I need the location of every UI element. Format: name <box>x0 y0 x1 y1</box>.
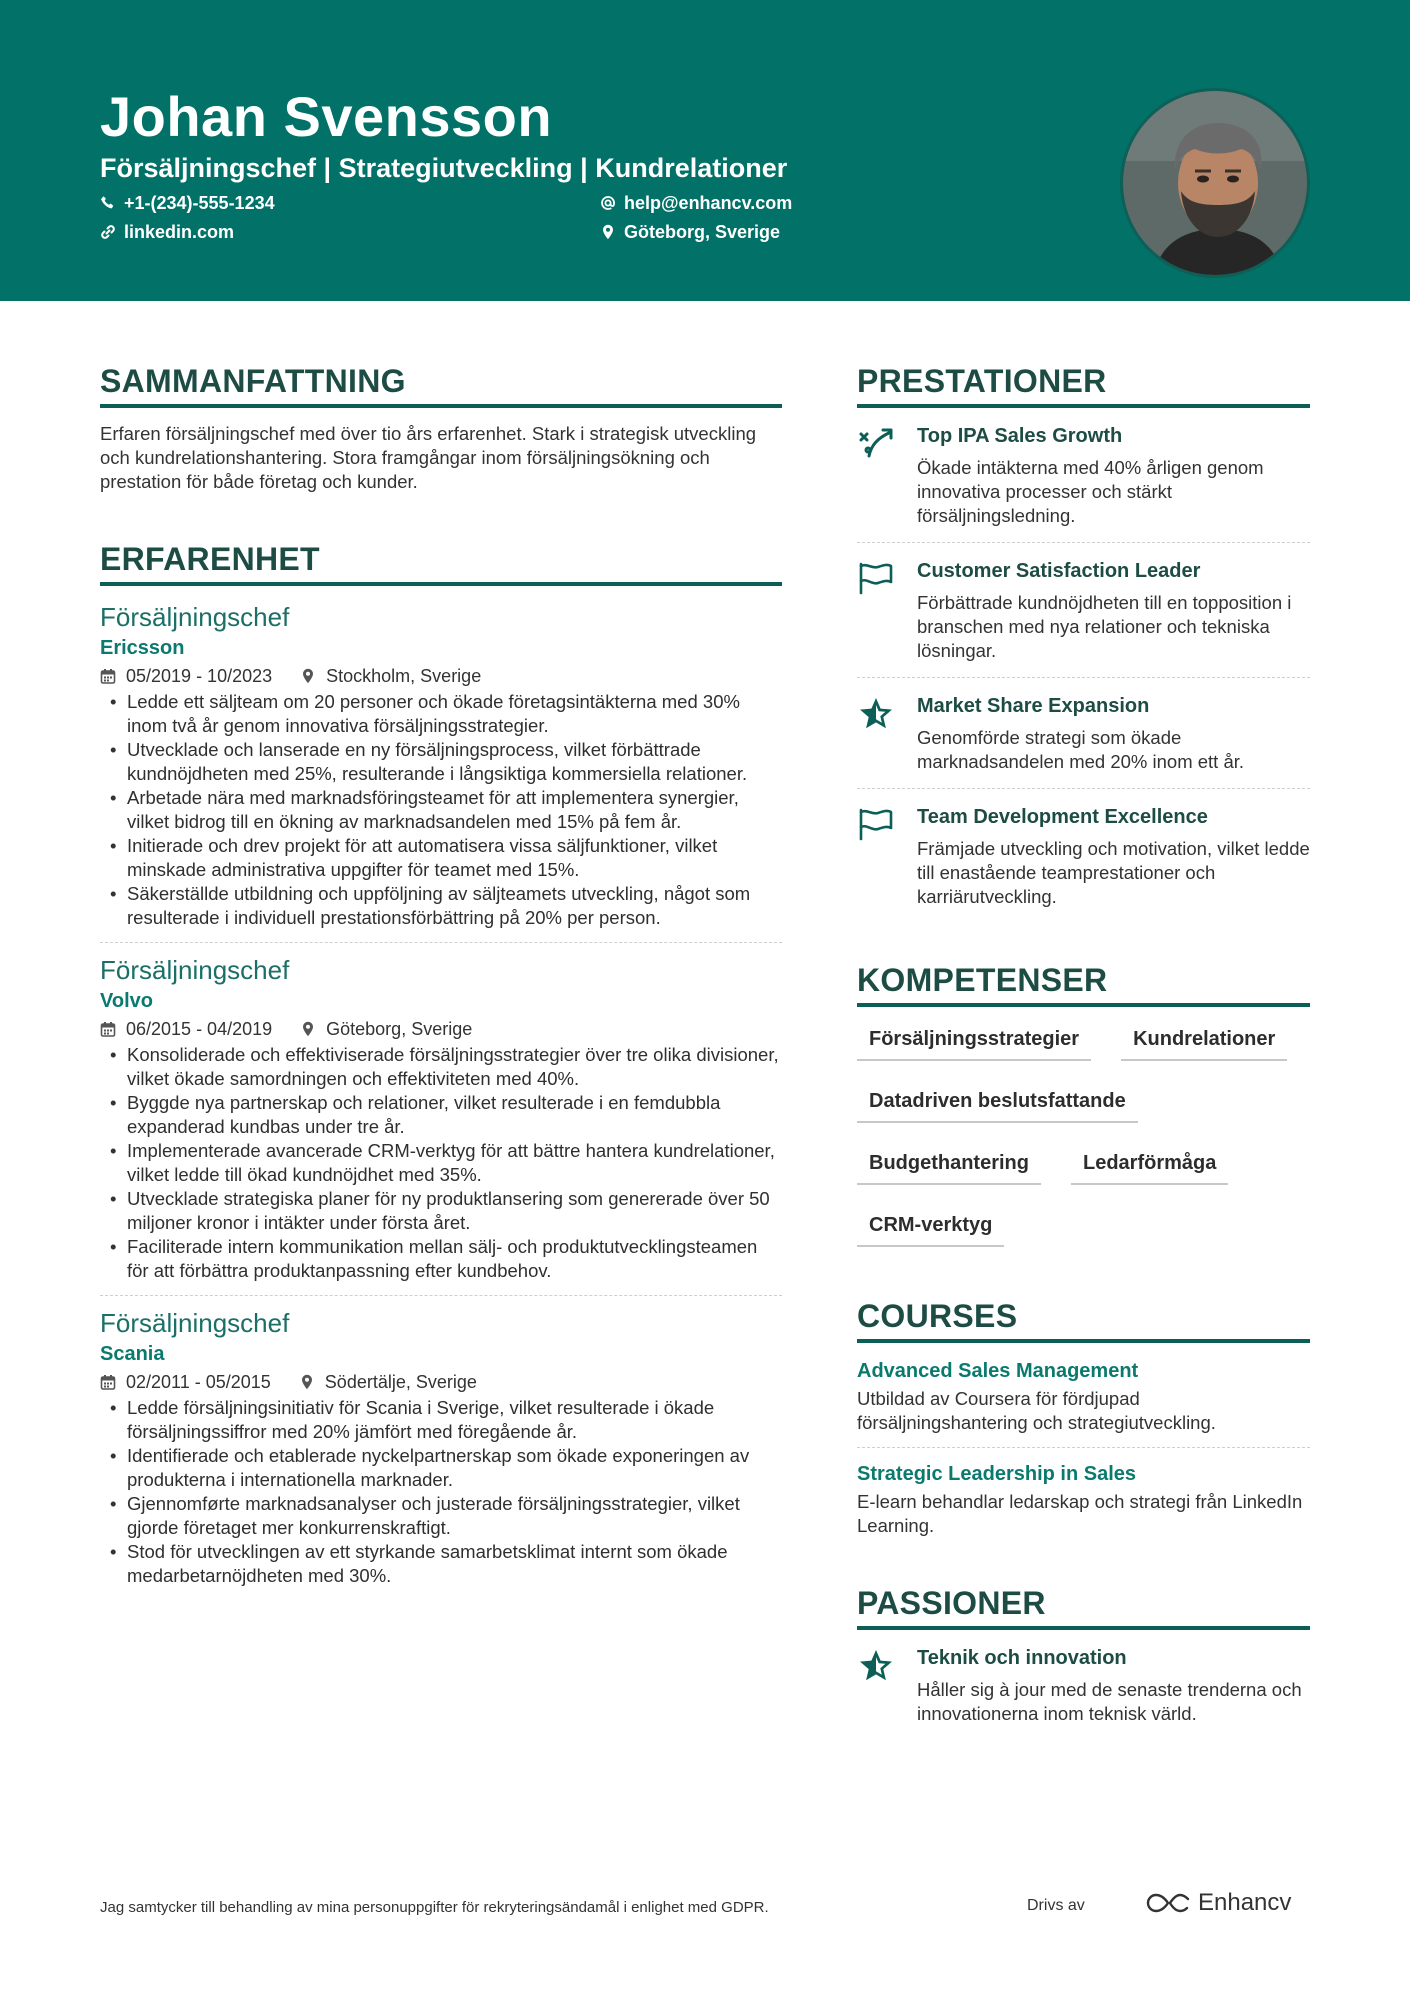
job-location-text: Göteborg, Sverige <box>326 1019 473 1039</box>
job-meta <box>100 664 782 688</box>
divider <box>857 788 1310 789</box>
job-bullet: • Säkerställde utbildning och uppföljning av säljteamets utveckling, något som resulterade i individuell prestationsförbättring på 20% per person. <box>100 882 782 930</box>
courses-heading: COURSES <box>857 1295 1310 1343</box>
phone-text: +1-(234)-555-1234 <box>124 193 275 213</box>
job-dates-text: 06/2015 - 04/2019 <box>126 1019 273 1039</box>
calendar-icon <box>100 668 116 684</box>
location-pin-icon <box>300 1021 316 1037</box>
course-title: Strategic Leadership in Sales <box>857 1463 1136 1485</box>
job-location <box>299 1370 477 1394</box>
divider <box>857 1447 1310 1448</box>
divider <box>857 542 1310 543</box>
contact-phone[interactable] <box>100 191 275 215</box>
star-icon <box>857 696 895 730</box>
achievement-desc: Förbättrade kundnöjdheten till en topposition i branschen med nya relationer och tekniska lösningar. <box>917 592 1292 661</box>
job-company: Volvo <box>100 990 153 1012</box>
job-bullet: • Stod för utvecklingen av ett styrkande samarbetsklimat internt som ökade medarbetarnöjdheten med 30%. <box>100 1540 782 1588</box>
job-bullet: • Ledde ett säljteam om 20 personer och ökade företagsintäkterna med 30% inom två år genom innovativa försäljningsstrategier. <box>100 690 782 738</box>
job-company: Ericsson <box>100 637 185 659</box>
passion-icon-wrap <box>857 1644 917 1726</box>
achievement-item <box>857 803 1310 921</box>
job-entry <box>100 953 782 1283</box>
passion-title: Teknik och innovation <box>917 1647 1127 1669</box>
achievement-item <box>857 692 1310 786</box>
job-bullet: • Utvecklade och lanserade en ny försäljningsprocess, vilket förbättrade kundnöjdheten med 25%, resulterande i långsiktiga kommersiella relationer. <box>100 738 782 786</box>
resume-header <box>0 0 1410 301</box>
job-bullet: • Arbetade nära med marknadsföringsteamet för att implementera synergier, vilket bidrog till en ökning av marknadsandelen med 15% på fem år. <box>100 786 782 834</box>
job-meta <box>100 1370 782 1394</box>
job-dates-text: 02/2011 - 05/2015 <box>126 1372 271 1392</box>
flag-icon <box>857 561 895 595</box>
job-bullet: • Byggde nya partnerskap och relationer, vilket resulterade i en femdubbla expanderad kundbas under tre år. <box>100 1091 782 1139</box>
achievement-title: Customer Satisfaction Leader <box>917 560 1201 582</box>
passion-item <box>857 1644 1310 1738</box>
achievement-desc: Genomförde strategi som ökade marknadsandelen med 20% inom ett år. <box>917 727 1245 772</box>
job-bullets <box>100 1396 782 1588</box>
skill-tag: Ledarförmåga <box>1071 1149 1228 1185</box>
achievement-item <box>857 557 1310 675</box>
achievement-icon-wrap <box>857 803 917 909</box>
link-icon <box>100 224 116 240</box>
job-bullet: • Gjennomførte marknadsanalyser och justerade försäljningsstrategier, vilket gjorde företaget mer konkurrenskraftigt. <box>100 1492 782 1540</box>
achievement-title: Market Share Expansion <box>917 695 1150 717</box>
skill-tag: Försäljningsstrategier <box>857 1025 1091 1061</box>
location-pin-icon <box>300 668 316 684</box>
summary-text: Erfaren försäljningschef med över tio års erfarenhet. Stark i strategisk utveckling och kundrelationshantering. Stora framgångar inom försäljningsökning och prestation för både företag och kunder. <box>100 423 757 492</box>
job-bullets <box>100 1043 782 1283</box>
achievement-title: Top IPA Sales Growth <box>917 425 1123 447</box>
candidate-title: Försäljningschef | Strategiutveckling | Kundrelationer <box>100 153 788 183</box>
job-bullets <box>100 690 782 930</box>
skills-list <box>857 1025 1310 1273</box>
avatar <box>1120 88 1310 278</box>
job-bullet: • Identifierade och etablerade nyckelpartnerskap som ökade exponeringen av produkterna i internationella marknader. <box>100 1444 782 1492</box>
star-icon <box>857 1648 895 1682</box>
job-meta <box>100 1017 782 1041</box>
job-dates <box>100 1370 271 1394</box>
divider <box>100 942 782 943</box>
achievement-desc: Främjade utveckling och motivation, vilket ledde till enastående teamprestationer och karriärutveckling. <box>917 838 1310 907</box>
location-pin-icon <box>600 224 616 240</box>
location-text: Göteborg, Sverige <box>624 222 781 242</box>
powered-by: Drivs av <box>1027 1897 1085 1914</box>
job-location <box>300 664 481 688</box>
job-entry <box>100 1306 782 1588</box>
course-desc: Utbildad av Coursera för fördjupad försäljningshantering och strategiutveckling. <box>857 1388 1216 1433</box>
passion-desc: Håller sig à jour med de senaste trenderna och innovationerna inom teknisk värld. <box>917 1679 1302 1724</box>
divider <box>100 1295 782 1296</box>
achievement-icon-wrap <box>857 692 917 774</box>
course-title: Advanced Sales Management <box>857 1360 1139 1382</box>
enhancv-logo-icon <box>1146 1891 1192 1915</box>
phone-icon <box>100 195 116 211</box>
profile-photo <box>1123 91 1310 278</box>
skill-tag: Budgethantering <box>857 1149 1041 1185</box>
calendar-icon <box>100 1374 116 1390</box>
linkedin-text: linkedin.com <box>124 222 235 242</box>
gdpr-consent: Jag samtycker till behandling av mina personuppgifter för rekryteringsändamål i enlighet med GDPR. <box>100 1899 769 1916</box>
job-location-text: Södertälje, Sverige <box>324 1372 477 1392</box>
job-entry <box>100 600 782 930</box>
job-bullet: • Konsoliderade och effektiviserade försäljningsstrategier över tre olika divisioner, vilket ökade samordningen och effektiviteten med 40%. <box>100 1043 782 1091</box>
course-desc: E-learn behandlar ledarskap och strategi från LinkedIn Learning. <box>857 1491 1303 1536</box>
job-dates-text: 05/2019 - 10/2023 <box>126 666 273 686</box>
job-location <box>300 1017 472 1041</box>
course-item <box>857 1357 1310 1435</box>
location-pin-icon <box>299 1374 315 1390</box>
skills-heading: KOMPETENSER <box>857 959 1310 1007</box>
contact-email[interactable] <box>600 191 792 215</box>
experience-heading: ERFARENHET <box>100 538 782 586</box>
contact-location <box>600 220 780 244</box>
job-bullet: • Initierade och drev projekt för att automatisera vissa säljfunktioner, vilket minskade administrativa uppgifter för teamet med 15%. <box>100 834 782 882</box>
job-title: Försäljningschef <box>100 955 290 985</box>
flag-icon <box>857 807 895 841</box>
achievement-icon-wrap <box>857 422 917 528</box>
job-dates <box>100 1017 272 1041</box>
right-column <box>857 360 1310 1738</box>
job-title: Försäljningschef <box>100 602 290 632</box>
growth-arrow-icon <box>857 426 895 460</box>
divider <box>857 677 1310 678</box>
skill-tag: Kundrelationer <box>1121 1025 1287 1061</box>
skill-tag: CRM-verktyg <box>857 1211 1004 1247</box>
job-bullet: • Ledde försäljningsinitiativ för Scania i Sverige, vilket resulterade i ökade försäljningssiffror med 20% jämfört med föregående år. <box>100 1396 782 1444</box>
job-title: Försäljningschef <box>100 1308 290 1338</box>
achievement-desc: Ökade intäkterna med 40% årligen genom innovativa processer och stärkt försäljningsledning. <box>917 457 1264 526</box>
brand-name: Enhancv <box>1198 1889 1292 1916</box>
job-company: Scania <box>100 1343 165 1365</box>
contact-linkedin[interactable] <box>100 220 234 244</box>
brand-logo[interactable] <box>1146 1889 1291 1917</box>
achievements-heading: PRESTATIONER <box>857 360 1310 408</box>
skill-tag: Datadriven beslutsfattande <box>857 1087 1138 1123</box>
candidate-name: Johan Svensson <box>100 85 553 148</box>
email-text: help@enhancv.com <box>624 193 793 213</box>
job-bullet: • Utvecklade strategiska planer för ny produktlansering som genererade över 50 miljoner kronor i intäkter under första året. <box>100 1187 782 1235</box>
at-icon <box>600 195 616 211</box>
passions-heading: PASSIONER <box>857 1582 1310 1630</box>
achievement-title: Team Development Excellence <box>917 806 1208 828</box>
summary-heading: SAMMANFATTNING <box>100 360 782 408</box>
course-item <box>857 1460 1310 1538</box>
job-dates <box>100 664 272 688</box>
achievement-item <box>857 422 1310 540</box>
job-bullet: • Implementerade avancerade CRM-verktyg för att bättre hantera kundrelationer, vilket ledde till ökad kundnöjdhet med 35%. <box>100 1139 782 1187</box>
left-column <box>100 360 782 1588</box>
calendar-icon <box>100 1021 116 1037</box>
job-bullet: • Faciliterade intern kommunikation mellan sälj- och produktutvecklingsteamen för att förbättra produktanpassning efter kundbehov. <box>100 1235 782 1283</box>
job-location-text: Stockholm, Sverige <box>326 666 482 686</box>
achievement-icon-wrap <box>857 557 917 663</box>
